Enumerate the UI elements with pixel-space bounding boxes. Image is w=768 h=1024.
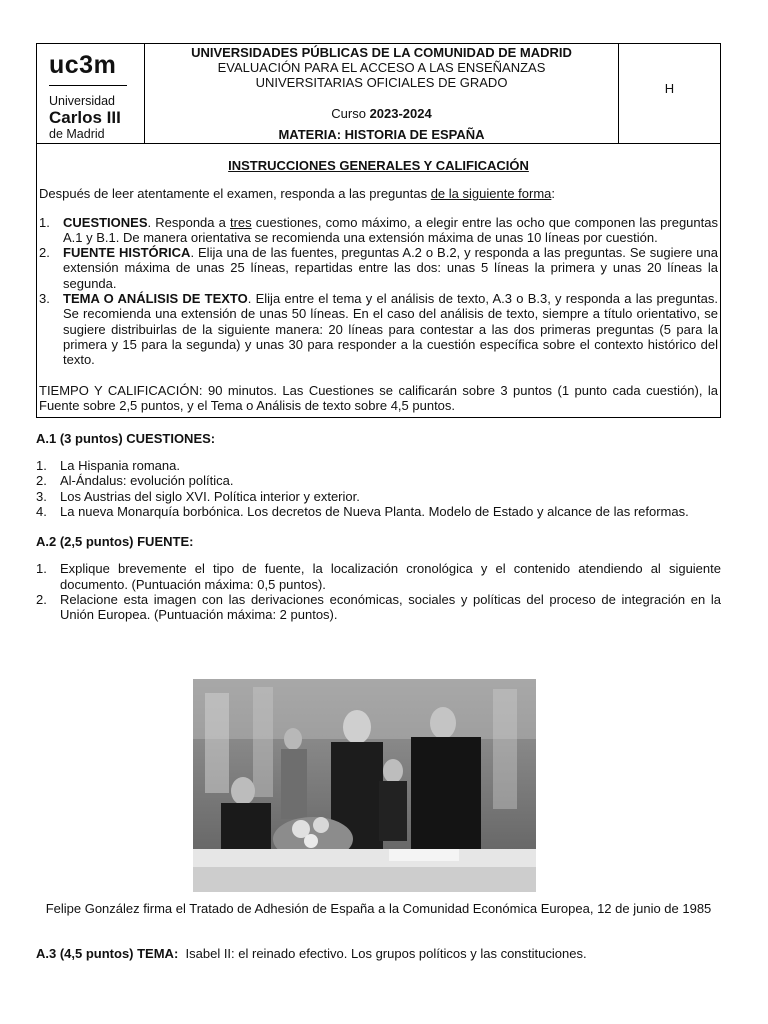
logo-divider	[49, 85, 127, 86]
section-a3-text: Isabel II: el reinado efectivo. Los grupos políticos y las constituciones.	[185, 946, 587, 961]
list-item	[36, 592, 721, 623]
exam-page	[36, 43, 721, 623]
instructions-list	[39, 215, 718, 368]
section-a2-list	[36, 561, 721, 622]
item-text-b: cuestiones, como máximo, a elegir entre las ocho que componen las preguntas A.1 y B.1. De manera orientativa se recomienda una extensión máxima de unas 10 líneas por cuestión.	[63, 214, 718, 245]
section-a2-heading: A.2 (2,5 puntos) FUENTE:	[36, 534, 194, 550]
course-line	[145, 106, 618, 121]
logo-line-2: Carlos III	[49, 108, 121, 127]
item-number: 2.	[36, 591, 47, 607]
item-text: Al-Ándalus: evolución política.	[60, 473, 234, 489]
item-text: La nueva Monarquía borbónica. Los decretos de Nueva Planta. Modelo de Estado y alcance de las reformas.	[60, 504, 689, 520]
intro-text-a: Después de leer atentamente el examen, responda a las preguntas	[39, 186, 431, 202]
photo-illustration	[193, 679, 536, 892]
item-text	[63, 291, 718, 367]
photo-caption: Felipe González firma el Tratado de Adhesión de España a la Comunidad Económica Europea, 12 de junio de 1985	[45, 901, 712, 916]
university-logo	[37, 44, 145, 143]
course-label: Curso	[331, 106, 366, 121]
title-line-3: UNIVERSITARIAS OFICIALES DE GRADO	[255, 75, 508, 90]
item-heading: CUESTIONES	[63, 214, 148, 230]
time-and-grading: TIEMPO Y CALIFICACIÓN: 90 minutos. Las Cuestiones se calificarán sobre 3 puntos (1 punto cada cuestión), la Fuente sobre 2,5 puntos, y el Tema o Análisis de texto sobre 4,5 puntos.	[39, 382, 718, 413]
item-text-a: . Responda a	[147, 214, 230, 230]
item-number: 4.	[36, 504, 47, 520]
item-text: Relacione esta imagen con las derivaciones económicas, sociales y políticas del proceso de integración en la Unión Europea. (Puntuación máxima: 2 puntos).	[60, 591, 721, 623]
title-line-1: UNIVERSIDADES PÚBLICAS DE LA COMUNIDAD DE MADRID	[191, 45, 572, 60]
section-a1-list	[36, 458, 721, 519]
list-item	[36, 458, 721, 473]
item-text: Explique brevemente el tipo de fuente, la localización cronológica y el contenido atendiendo al siguiente documento. (Puntuación máxima: 0,5 puntos).	[60, 561, 721, 592]
instructions-title: INSTRUCCIONES GENERALES Y CALIFICACIÓN	[228, 158, 529, 173]
item-number: 2.	[36, 473, 47, 489]
item-number: 1.	[36, 458, 47, 474]
item-text-a: . Elija entre el tema y el análisis de texto, A.3 o B.3, y responda a las preguntas. Se recomienda una extensión de unas 50 líneas. En el caso del análisis de texto, siempre a título orientativo, se sugiere distribuirlas de la siguiente manera: 20 líneas para contestar a las dos primeras preguntas (5 para la primera y 15 para la segunda) y unas 30 para responder a la cuestión específica sobre el contexto histórico del texto.	[63, 291, 718, 368]
item-text	[63, 215, 718, 246]
item-number: 3.	[36, 488, 47, 504]
exam-code: H	[664, 81, 675, 96]
historical-photo	[193, 679, 536, 892]
list-item	[36, 473, 721, 488]
list-item	[36, 561, 721, 592]
section-a3-heading: A.3 (4,5 puntos) TEMA:	[36, 946, 179, 961]
item-text-a: . Elija una de las fuentes, preguntas A.2 o B.2, y responda a las preguntas. Se sugiere una extensión máxima de unas 25 líneas, repartidas entre las dos: unas 5 líneas la primera y unas 20 líneas la segunda.	[63, 245, 718, 291]
instruction-item	[39, 215, 718, 246]
course-value: 2023-2024	[369, 106, 432, 121]
logo-line-3: de Madrid	[49, 127, 105, 141]
item-number: 2.	[39, 245, 50, 261]
logo-line-1: Universidad	[49, 94, 116, 108]
item-heading: FUENTE HISTÓRICA	[63, 245, 191, 261]
subject-title: MATERIA: HISTORIA DE ESPAÑA	[278, 127, 485, 142]
intro-text-c: :	[551, 186, 556, 202]
item-number: 1.	[36, 561, 47, 577]
item-text	[63, 245, 718, 291]
header-title-cell	[145, 44, 619, 143]
instructions-intro	[39, 186, 718, 201]
list-item	[36, 489, 721, 504]
item-number: 1.	[39, 214, 50, 230]
instruction-item	[39, 245, 718, 291]
item-text: Los Austrias del siglo XVI. Política interior y exterior.	[60, 488, 360, 504]
header-table	[36, 43, 721, 144]
instructions-box	[36, 144, 721, 418]
logo-wordmark: uc3m	[49, 51, 117, 79]
section-a1-heading: A.1 (3 puntos) CUESTIONES:	[36, 431, 216, 447]
section-a3	[36, 946, 587, 961]
intro-text-underlined: de la siguiente forma	[430, 186, 552, 202]
item-heading: TEMA O ANÁLISIS DE TEXTO	[63, 291, 248, 307]
item-number: 3.	[39, 291, 50, 307]
list-item	[36, 504, 721, 519]
instruction-item	[39, 291, 718, 367]
item-text-underlined: tres	[229, 214, 252, 230]
item-text: La Hispania romana.	[60, 458, 180, 474]
title-line-2: EVALUACIÓN PARA EL ACCESO A LAS ENSEÑANZAS	[217, 60, 546, 75]
